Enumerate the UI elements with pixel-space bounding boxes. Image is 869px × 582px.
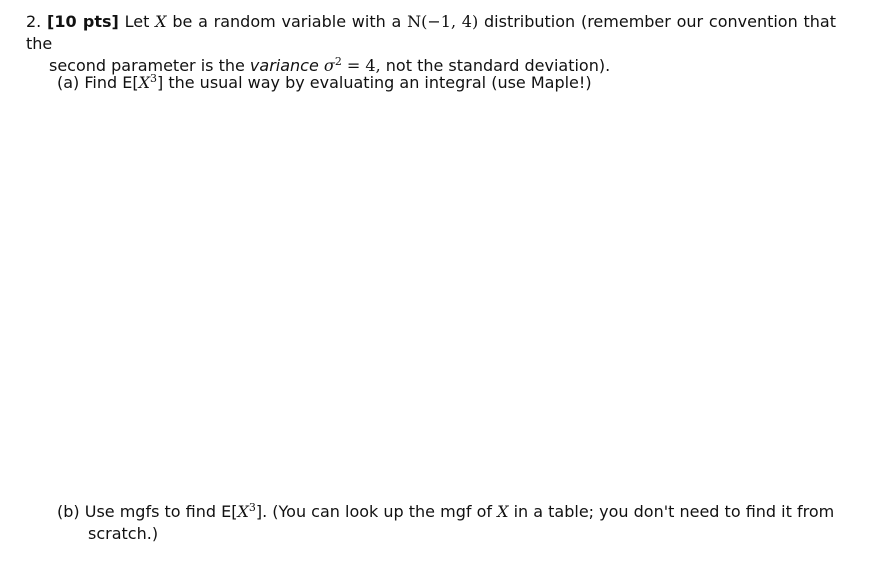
- problem-text-5: not the standard deviation).: [385, 56, 611, 75]
- variance-word: variance: [249, 56, 319, 75]
- problem-text-3: distribution (remember our convention that the: [26, 12, 837, 53]
- variance-equals: = 4,: [346, 56, 381, 75]
- part-a-variable-x: X: [138, 73, 150, 92]
- variable-x: X: [155, 12, 167, 31]
- sigma-symbol: σ: [323, 56, 335, 75]
- problem-text-2: be a random variable with a: [172, 12, 402, 31]
- part-b-variable-x-2: X: [497, 502, 509, 521]
- problem-number: 2.: [26, 12, 42, 31]
- part-a-text-2: ] the usual way by evaluating an integral (use Maple!): [157, 73, 592, 92]
- problem-statement: [26, 11, 836, 77]
- problem-text-1: Let: [124, 12, 150, 31]
- sigma-exponent: 2: [334, 54, 342, 68]
- distribution-notation: N(−1, 4): [407, 12, 479, 31]
- part-b-text-1: Use mgfs to find E[: [84, 502, 238, 521]
- part-b-text-4: scratch.): [88, 524, 159, 543]
- part-b-text-3: in a table; you don't need to find it from: [513, 502, 835, 521]
- answer-space-a[interactable]: [57, 100, 837, 490]
- part-b-exponent: 3: [248, 500, 256, 514]
- part-a-exponent: 3: [150, 71, 157, 85]
- problem-text-4: second parameter is the: [49, 56, 245, 75]
- part-a: [57, 72, 837, 94]
- problem-points: [10 pts]: [47, 12, 119, 31]
- part-b-variable-x: X: [237, 502, 249, 521]
- part-a-label: (a): [57, 73, 80, 92]
- part-b-text-2: ]. (You can look up the mgf of: [255, 502, 492, 521]
- part-b-label: (b): [57, 502, 80, 521]
- part-b: [57, 501, 837, 545]
- part-a-text-1: Find E[: [84, 73, 139, 92]
